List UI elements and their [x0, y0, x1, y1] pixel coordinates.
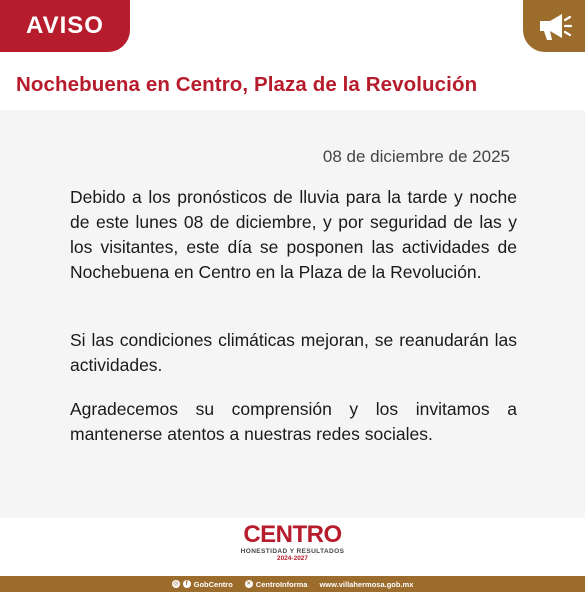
notice-paragraph-2: Si las condiciones climáticas mejoran, se reanudarán las actividades.: [70, 330, 517, 375]
footer-link-website: www.villahermosa.gob.mx: [319, 579, 414, 589]
x-icon: ✕: [246, 581, 252, 587]
logo-tagline: HONESTIDAD Y RESULTADOS: [240, 548, 345, 555]
aviso-badge: [0, 0, 130, 52]
aviso-label: AVISO: [26, 12, 104, 39]
footer-website[interactable]: [319, 580, 413, 589]
footer-social-gobcentro[interactable]: [172, 580, 233, 589]
footer-bar: [0, 576, 585, 592]
page-title: Nochebuena en Centro, Plaza de la Revolución: [16, 73, 478, 96]
notice-paragraph-1: Debido a los pronósticos de lluvia para la tarde y noche de este lunes 08 de diciembre, y por seguridad de las y los visitantes, este día se posponen las actividades de Nochebuena en Centro en la Plaza de la Revolución.: [70, 187, 517, 282]
logo-years: 2024-2027: [276, 555, 309, 562]
footer-link-centroinforma: CentroInforma: [255, 579, 308, 589]
instagram-icon: ◎: [172, 581, 179, 587]
centro-logo: [0, 522, 585, 572]
notice-paragraph-3: Agradecemos su comprensión y los invitamos a mantenerse atentos a nuestras redes sociales.: [70, 399, 517, 444]
megaphone-badge: [523, 0, 585, 52]
footer-link-gobcentro: GobCentro: [193, 579, 233, 589]
footer-social-centroinforma[interactable]: [245, 580, 308, 589]
megaphone-icon: [534, 9, 574, 43]
logo-word: CENTRO: [243, 521, 342, 548]
content-area: [0, 110, 585, 518]
notice-date: 08 de diciembre de 2025: [322, 147, 510, 166]
facebook-icon: f: [183, 580, 191, 588]
